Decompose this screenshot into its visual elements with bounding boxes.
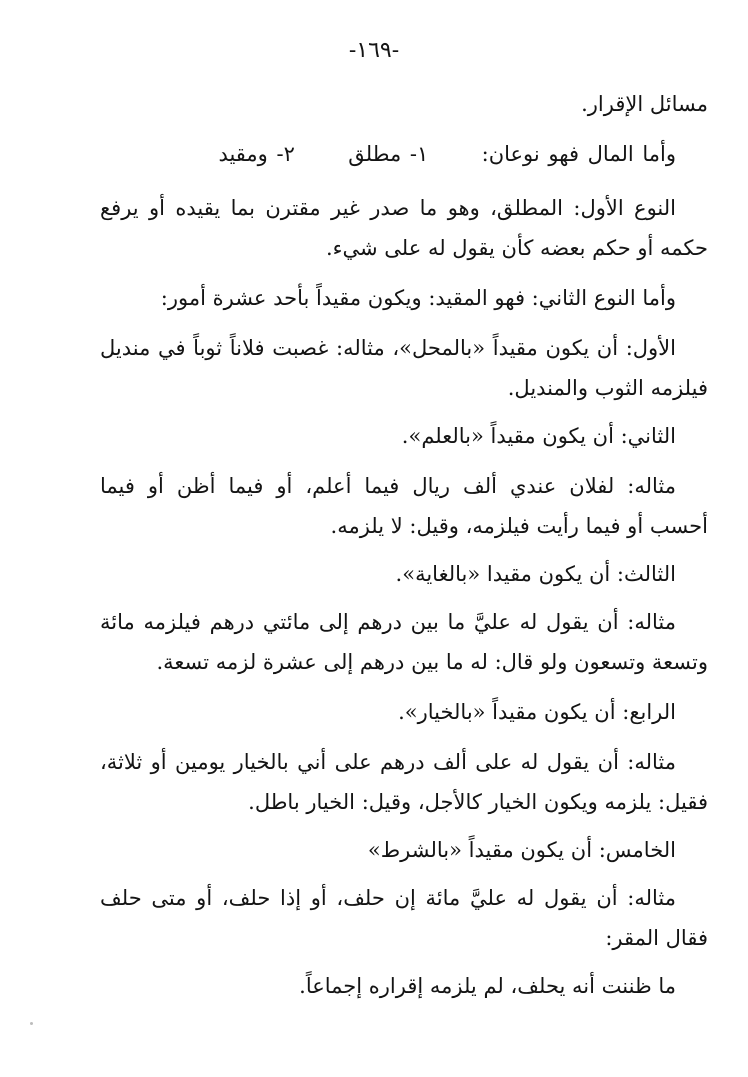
paragraph-line: فقال المقر: bbox=[605, 926, 708, 950]
types-line bbox=[218, 132, 676, 176]
type-1-label: ١- مطلق bbox=[348, 142, 429, 166]
paragraph-line: مثاله: أن يقول له عليَّ مائة إن حلف، أو إذا حلف، أو متى حلف bbox=[100, 886, 676, 910]
page-number: -١٦٩- bbox=[348, 38, 400, 63]
paragraph-line: الرابع: أن يكون مقيداً «بالخيار». bbox=[398, 700, 676, 724]
paragraph-line: النوع الأول: المطلق، وهو ما صدر غير مقترن بما يقيده أو يرفع bbox=[100, 196, 676, 220]
paragraph-line: مثاله: أن يقول له على ألف درهم على أني بالخيار يومين أو ثلاثة، bbox=[100, 750, 676, 774]
scan-speck bbox=[30, 1022, 33, 1025]
paragraph-line: فيلزمه الثوب والمنديل. bbox=[507, 376, 708, 400]
paragraph-line: وتسعة وتسعون ولو قال: له ما بين درهم إلى عشرة لزمه تسعة. bbox=[156, 650, 708, 674]
paragraph-line: الخامس: أن يكون مقيداً «بالشرط» bbox=[367, 838, 676, 862]
paragraph-line: ما ظننت أنه يحلف، لم يلزمه إقراره إجماعاً. bbox=[299, 974, 676, 998]
types-intro: وأما المال فهو نوعان: bbox=[481, 142, 676, 166]
paragraph-line: فقيل: يلزمه ويكون الخيار كالأجل، وقيل: الخيار باطل. bbox=[248, 790, 708, 814]
type-2-label: ٢- ومقيد bbox=[218, 142, 295, 166]
paragraph-line: مثاله: لفلان عندي ألف ريال فيما أعلم، أو فيما أظن أو فيما bbox=[100, 474, 676, 498]
paragraph-line: الثاني: أن يكون مقيداً «بالعلم». bbox=[401, 424, 676, 448]
paragraph-line: الثالث: أن يكون مقيدا «بالغاية». bbox=[395, 562, 676, 586]
paragraph-line: مثاله: أن يقول له عليَّ ما بين درهم إلى مائتي درهم فيلزمه مائة bbox=[100, 610, 676, 634]
paragraph-line: أحسب أو فيما رأيت فيلزمه، وقيل: لا يلزمه. bbox=[330, 514, 708, 538]
section-title: مسائل الإقرار. bbox=[581, 92, 708, 116]
paragraph-line: الأول: أن يكون مقيداً «بالمحل»، مثاله: غصبت فلاناً ثوباً في منديل bbox=[100, 336, 676, 360]
paragraph-line: حكمه أو حكم بعضه كأن يقول له على شيء. bbox=[325, 236, 708, 260]
paragraph-line: وأما النوع الثاني: فهو المقيد: ويكون مقيداً بأحد عشرة أمور: bbox=[160, 286, 676, 310]
